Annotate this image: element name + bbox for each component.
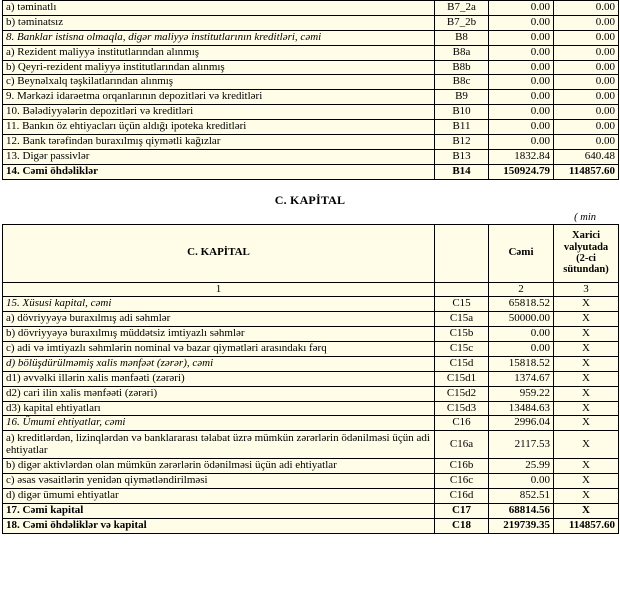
row-code: B14 [435,164,489,179]
row-label: 15. Xüsusi kapital, cəmi [3,297,435,312]
row-value-total: 959.22 [489,386,554,401]
row-label: a) təminatlı [3,1,435,16]
row-value-total: 65818.52 [489,297,554,312]
row-code: C16 [435,416,489,431]
row-value-total: 0.00 [489,474,554,489]
row-value-foreign: 0.00 [554,45,619,60]
row-value-foreign: X [554,503,619,518]
table-row [3,386,619,401]
row-label: d1) əvvəlki illərin xalis mənfəəti (zərəri) [3,371,435,386]
row-value-foreign: 0.00 [554,1,619,16]
table-row [3,327,619,342]
capital-colnum-total: 2 [489,282,554,297]
table-row [3,30,619,45]
row-value-foreign: X [554,327,619,342]
table-row [3,134,619,149]
row-label: 17. Cəmi kapital [3,503,435,518]
row-label: b) digər aktivlərdən olan mümkün zərərlərin ödənilməsi üçün adi ehtiyatlar [3,459,435,474]
row-code: C17 [435,503,489,518]
row-value-total: 25.99 [489,459,554,474]
capital-header-numbers-row [3,282,619,297]
row-label: 13. Digər passivlər [3,149,435,164]
table-row [3,60,619,75]
row-value-total: 2117.53 [489,431,554,459]
row-value-total: 0.00 [489,45,554,60]
row-label: d) digər ümumi ehtiyatlar [3,489,435,504]
row-value-foreign: 0.00 [554,90,619,105]
row-label: a) kreditlərdən, lizinqlərdən və banklararası təlabat üzrə mümkün zərərlərin ödənilməsi üçün adi ehtiyatlar [3,431,435,459]
row-value-foreign: X [554,386,619,401]
row-code: C15b [435,327,489,342]
row-code: C15d [435,356,489,371]
row-value-foreign: 0.00 [554,75,619,90]
row-label: b) dövriyyəyə buraxılmış müddətsiz imtiyazlı səhmlər [3,327,435,342]
table-row [3,1,619,16]
row-value-foreign: X [554,401,619,416]
table-row [3,489,619,504]
row-label: 12. Bank tərəfindən buraxılmış qiymətli kağızlar [3,134,435,149]
row-value-foreign: X [554,459,619,474]
row-code: C16c [435,474,489,489]
row-value-total: 150924.79 [489,164,554,179]
row-value-total: 0.00 [489,90,554,105]
row-value-total: 0.00 [489,60,554,75]
row-code: B12 [435,134,489,149]
table-row [3,474,619,489]
row-label: a) Rezident maliyyə institutlarından alınmış [3,45,435,60]
capital-section-title: C. KAPİTAL [274,192,346,207]
row-value-total: 13484.63 [489,401,554,416]
row-code: B8 [435,30,489,45]
table-row [3,312,619,327]
row-label: 10. Bələdiyyələrin depozitləri və kreditləri [3,105,435,120]
row-value-foreign: X [554,474,619,489]
row-label: 11. Bankın öz ehtiyacları üçün aldığı ipoteka kreditləri [3,120,435,135]
table-row [3,371,619,386]
row-value-foreign: 0.00 [554,30,619,45]
table-row [3,401,619,416]
row-label: c) Beynəlxalq təşkilatlarından alınmış [3,75,435,90]
row-value-foreign: 0.00 [554,120,619,135]
capital-header-code [435,224,489,282]
row-label: 16. Ümumi ehtiyatlar, cəmi [3,416,435,431]
capital-header-label: C. KAPİTAL [3,224,435,282]
table-row [3,356,619,371]
row-code: B8b [435,60,489,75]
row-code: B10 [435,105,489,120]
row-label: 14. Cəmi öhdəliklər [3,164,435,179]
capital-header-total: Cəmi [489,224,554,282]
capital-header-row [3,224,619,282]
row-value-foreign: 0.00 [554,15,619,30]
row-label: d) bölüşdürülməmiş xalis mənfəət (zərər), cəmi [3,356,435,371]
row-label: c) adi və imtiyazlı səhmlərin nominal və bazar qiymətləri arasındakı fərq [3,342,435,357]
row-code: C15 [435,297,489,312]
table-row [3,297,619,312]
row-value-foreign: X [554,356,619,371]
table-row [3,164,619,179]
row-code: C16b [435,459,489,474]
row-value-total: 219739.35 [489,518,554,533]
row-code: C15d1 [435,371,489,386]
row-code: B7_2a [435,1,489,16]
row-code: C18 [435,518,489,533]
row-value-foreign: X [554,416,619,431]
row-code: B8a [435,45,489,60]
capital-colnum-foreign: 3 [554,282,619,297]
row-value-total: 1374.67 [489,371,554,386]
row-label: c) əsas vəsaitlərin yenidən qiymətləndirilməsi [3,474,435,489]
row-value-foreign: X [554,489,619,504]
row-value-total: 15818.52 [489,356,554,371]
table-row [3,342,619,357]
row-value-foreign: 640.48 [554,149,619,164]
row-label: 8. Banklar istisna olmaqla, digər maliyyə institutlarının kreditləri, cəmi [3,30,435,45]
row-label: a) dövriyyəyə buraxılmış adi səhmlər [3,312,435,327]
table-row [3,459,619,474]
table-row [3,149,619,164]
row-code: C15a [435,312,489,327]
row-value-total: 0.00 [489,15,554,30]
row-value-total: 0.00 [489,327,554,342]
row-label: b) təminatsız [3,15,435,30]
row-value-foreign: 0.00 [554,60,619,75]
row-label: 18. Cəmi öhdəliklər və kapital [3,518,435,533]
row-value-total: 50000.00 [489,312,554,327]
row-code: B13 [435,149,489,164]
row-value-total: 852.51 [489,489,554,504]
table-row [3,120,619,135]
row-code: C15c [435,342,489,357]
table-row [3,90,619,105]
row-value-total: 0.00 [489,342,554,357]
row-value-total: 0.00 [489,1,554,16]
capital-header-foreign: Xarici valyutada (2-ci sütundan) [554,224,619,282]
table-row [3,416,619,431]
row-value-foreign: 114857.60 [554,518,619,533]
liabilities-table [2,0,619,180]
row-code: B9 [435,90,489,105]
liabilities-table-body [3,1,619,180]
table-row [3,503,619,518]
row-code: C15d3 [435,401,489,416]
row-value-total: 0.00 [489,75,554,90]
row-value-foreign: 0.00 [554,105,619,120]
row-value-total: 0.00 [489,134,554,149]
capital-unit-note: ( min [574,211,596,223]
row-value-total: 0.00 [489,30,554,45]
row-value-foreign: X [554,312,619,327]
capital-table-header [3,224,619,297]
row-label: d3) kapital ehtiyatları [3,401,435,416]
row-code: B7_2b [435,15,489,30]
row-value-foreign: 114857.60 [554,164,619,179]
row-value-foreign: 0.00 [554,134,619,149]
row-label: 9. Mərkəzi idarəetma orqanlarının depozitləri və kreditləri [3,90,435,105]
capital-table-body [3,297,619,533]
row-label: d2) cari ilin xalis mənfəəti (zərəri) [3,386,435,401]
row-code: C16d [435,489,489,504]
row-value-total: 1832.84 [489,149,554,164]
row-code: C15d2 [435,386,489,401]
capital-table [2,224,619,534]
table-row [3,75,619,90]
row-value-total: 0.00 [489,120,554,135]
row-value-total: 2996.04 [489,416,554,431]
row-code: B11 [435,120,489,135]
row-value-foreign: X [554,371,619,386]
row-value-foreign: X [554,342,619,357]
row-value-foreign: X [554,431,619,459]
row-value-foreign: X [554,297,619,312]
row-label: b) Qeyri-rezident maliyyə institutlarından alınmış [3,60,435,75]
table-row [3,431,619,459]
table-row [3,518,619,533]
table-row [3,105,619,120]
table-row [3,45,619,60]
capital-colnum-label: 1 [3,282,435,297]
row-code: B8c [435,75,489,90]
table-row [3,15,619,30]
capital-colnum-code [435,282,489,297]
row-value-total: 68814.56 [489,503,554,518]
row-value-total: 0.00 [489,105,554,120]
row-code: C16a [435,431,489,459]
